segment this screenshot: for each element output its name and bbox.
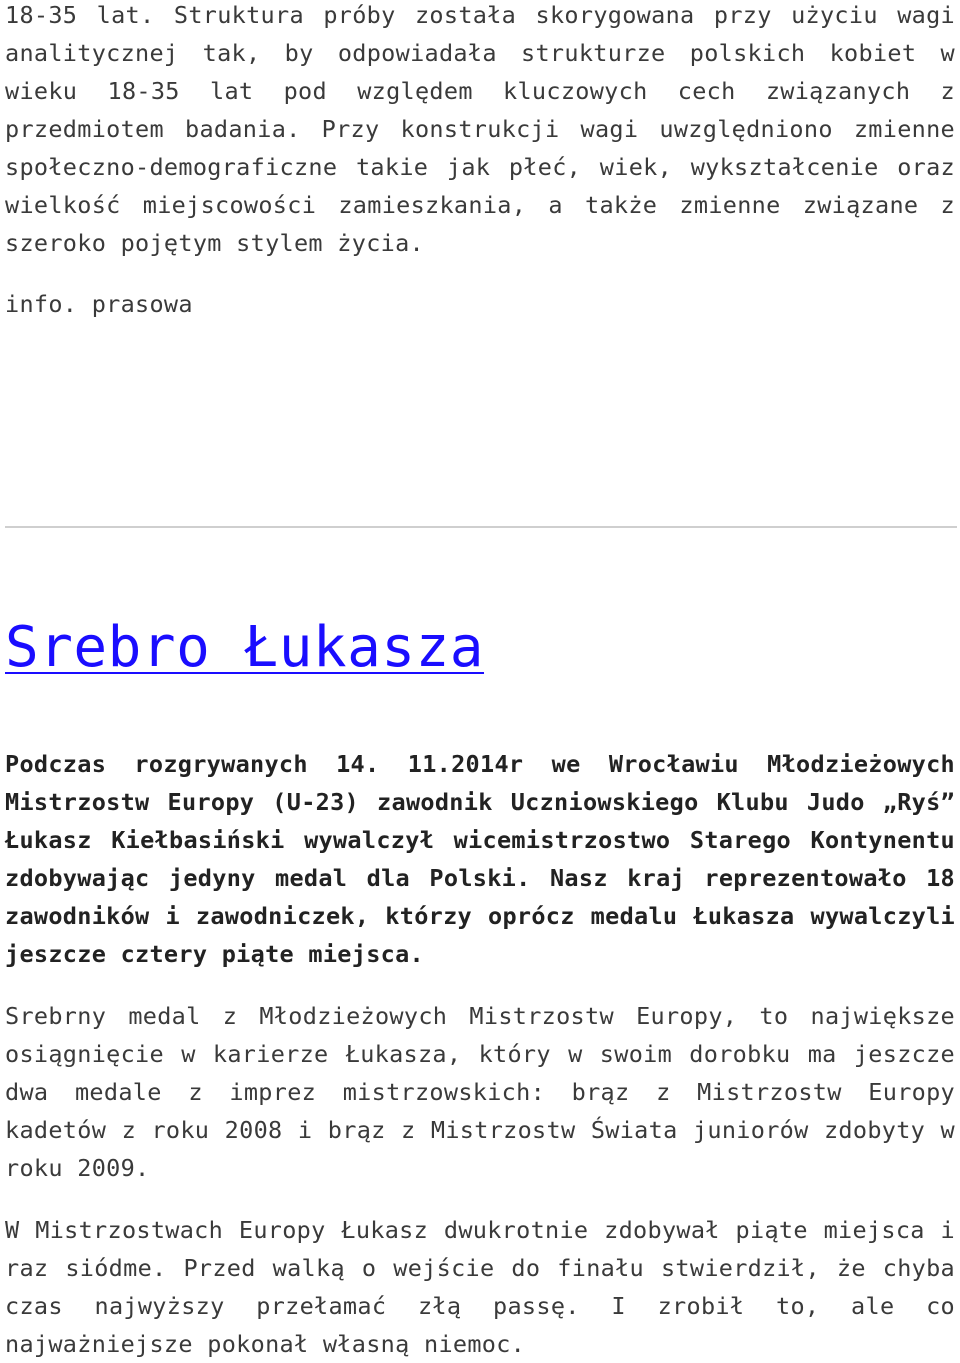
intro-paragraph: 18-35 lat. Struktura próby została skorygowana przy użyciu wagi analitycznej tak, by odpowiadała strukturze polskich kobiet w wieku 18-35 lat pod względem kluczowych cech związanych z przedmiotem badania. Przy konstrukcji wagi uwzględniono zmienne społeczno-demograficzne takie jak płeć, wiek, wykształcenie oraz wielkość miejscowości zamieszkania, a także zmienne związane z szeroko pojętym stylem życia. bbox=[5, 1, 955, 257]
article-paragraph: W Mistrzostwach Europy Łukasz dwukrotnie zdobywał piąte miejsca i raz siódme. Przed walką o wejście do finału stwierdził, że chyba czas najwyższy przełamać złą passę. I zrobił to, ale co najważniejsze pokonał własną niemoc. bbox=[5, 1216, 955, 1358]
section-divider bbox=[5, 526, 957, 528]
article-title-link[interactable]: Srebro Łukasza bbox=[5, 615, 485, 680]
article-paragraph: Srebrny medal z Młodzieżowych Mistrzostw Europy, to największe osiągnięcie w karierze Łukasza, który w swoim dorobku ma jeszcze dwa medale z imprez mistrzowskich: brąz z Mistrzostw Europy kadetów z roku 2008 i brąz z Mistrzostw Świata juniorów zdobyty w roku 2009. bbox=[5, 1002, 955, 1182]
article-lead: Podczas rozgrywanych 14. 11.2014r we Wrocławiu Młodzieżowych Mistrzostw Europy (U-23) zawodnik Uczniowskiego Klubu Judo „Ryś” Łukasz Kiełbasiński wywalczył wicemistrzostwo Starego Kontynentu zdobywając jedyny medal dla Polski. Nasz kraj reprezentowało 18 zawodników i zawodniczek, którzy oprócz medalu Łukasza wywalczyli jeszcze cztery piąte miejsca. bbox=[5, 750, 955, 968]
source-note: info. prasowa bbox=[5, 290, 193, 318]
